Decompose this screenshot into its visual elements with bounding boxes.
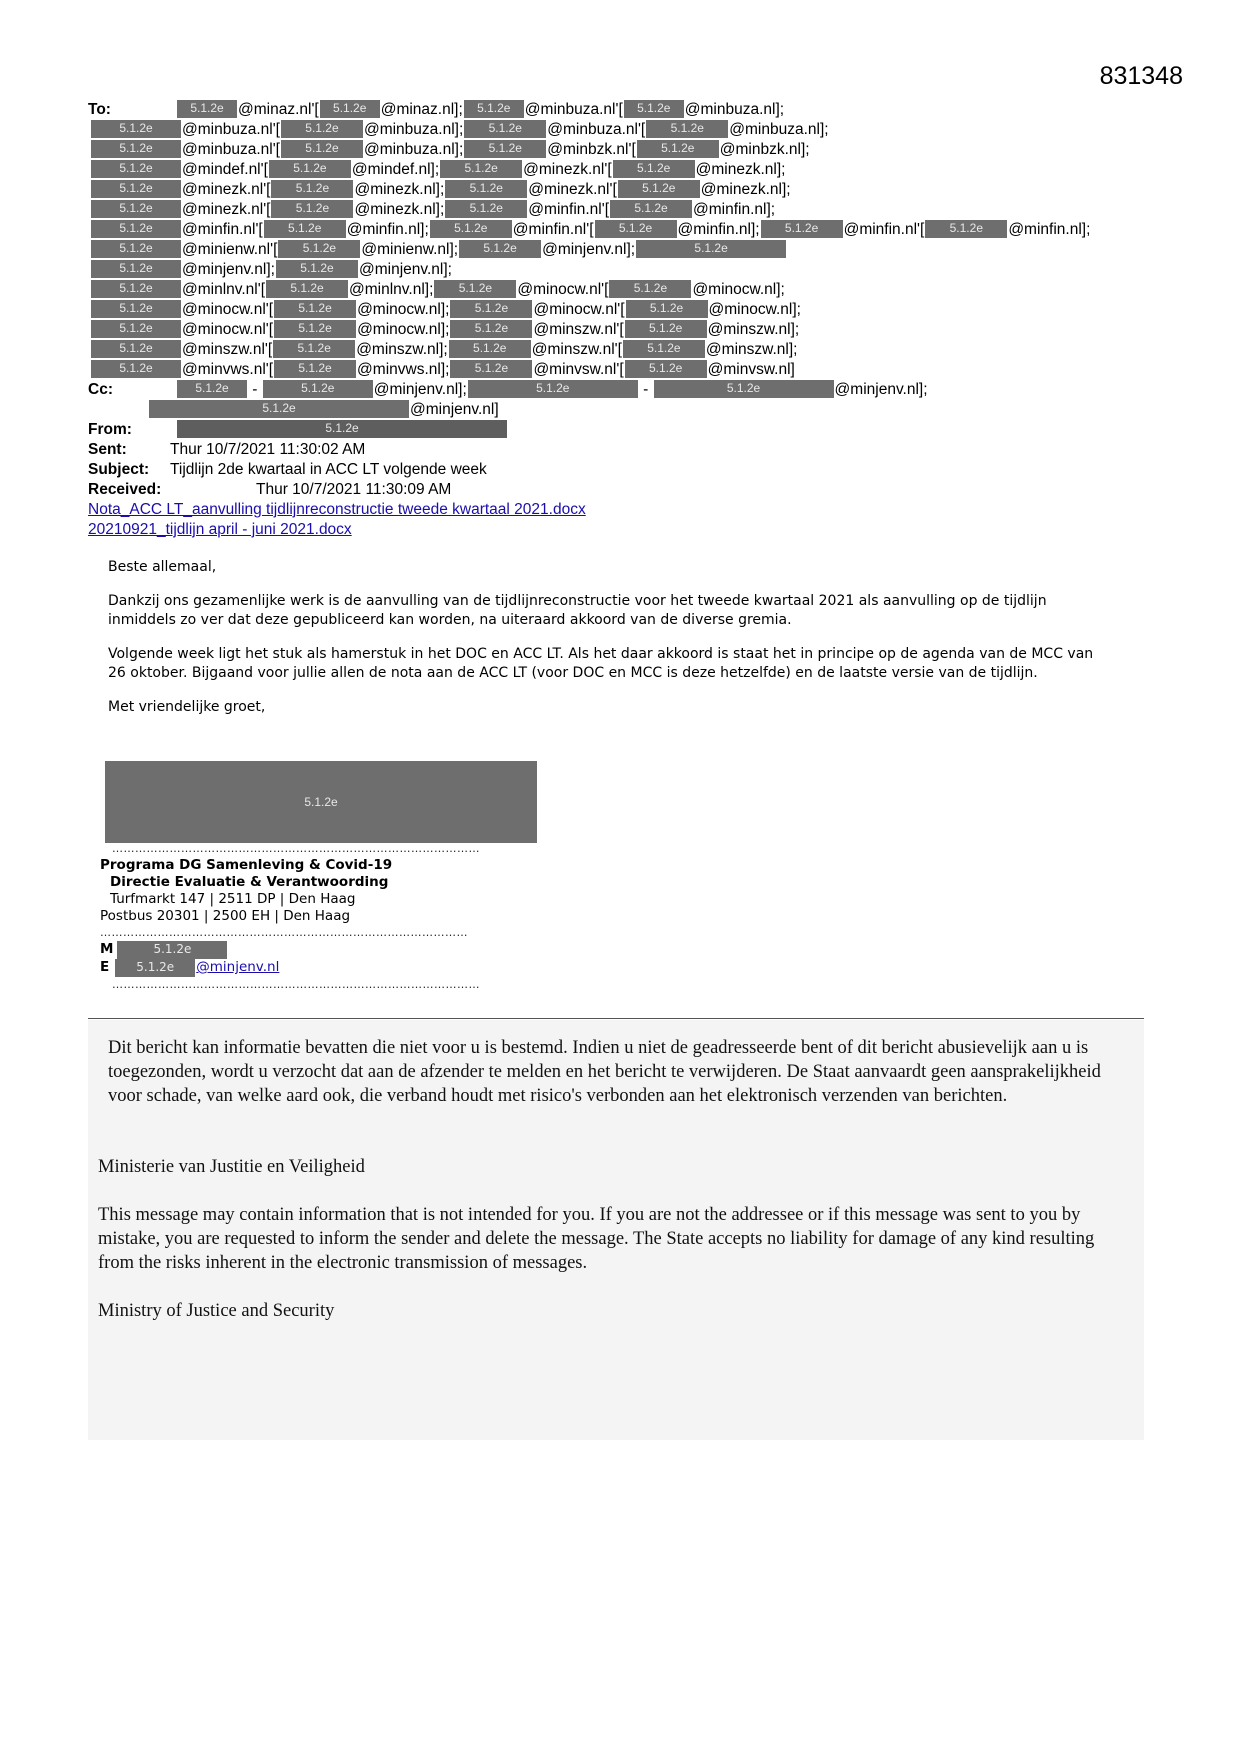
redaction-box: 5.1.2e <box>449 340 531 358</box>
recipient-domain: @minezk.nl]; <box>700 181 791 198</box>
recipient-domain: @minbuza.nl]; <box>729 121 829 138</box>
recipient-domain: @minszw.nl'[ <box>182 341 273 358</box>
redaction-box: 5.1.2e <box>281 140 363 158</box>
header-line <box>88 280 1148 300</box>
header-line <box>88 120 1148 140</box>
redaction-box: 5.1.2e <box>450 320 532 338</box>
recipient-domain: @minezk.nl]; <box>695 161 786 178</box>
disclaimer-divider <box>88 1018 1144 1019</box>
disclaimer-en-ministry: Ministry of Justice and Security <box>98 1301 335 1321</box>
header-line <box>88 400 1148 420</box>
redaction-box: 5.1.2e <box>459 240 541 258</box>
sent-value: Thur 10/7/2021 11:30:02 AM <box>170 441 366 458</box>
redaction-box: 5.1.2e <box>761 220 843 238</box>
attachment-link[interactable]: Nota_ACC LT_aanvulling tijdlijnreconstructie tweede kwartaal 2021.docx <box>88 501 586 518</box>
signature-org: Programa DG Samenleving & Covid-19 <box>100 857 393 873</box>
redaction-box: 5.1.2e <box>925 220 1007 238</box>
recipient-domain: @minbuza.nl'[ <box>524 101 623 118</box>
recipient-domain: @minjenv.nl]; <box>182 261 275 278</box>
redaction-box: 5.1.2e <box>445 200 527 218</box>
redaction-box: 5.1.2e <box>450 300 532 318</box>
redaction-box: 5.1.2e <box>274 360 356 378</box>
redaction-box: 5.1.2e <box>654 380 834 398</box>
redaction-box: 5.1.2e <box>91 260 181 278</box>
header-label: To: <box>88 101 111 118</box>
header-line <box>88 420 1148 440</box>
recipient-domain: - <box>248 381 262 398</box>
header-line <box>88 260 1148 280</box>
redaction-box: 5.1.2e <box>618 180 700 198</box>
recipient-domain: @minfin.nl'[ <box>843 221 925 238</box>
email-body <box>108 558 1108 732</box>
redaction-box: 5.1.2e <box>273 340 355 358</box>
recipient-domain: @minfin.nl]; <box>346 221 429 238</box>
signature-email-link[interactable]: @minjenv.nl <box>196 959 280 975</box>
subject-value: Tijdlijn 2de kwartaal in ACC LT volgende week <box>170 461 487 478</box>
recipient-domain: @minfin.nl]; <box>1008 221 1091 238</box>
recipient-domain: @minocw.nl'[ <box>182 301 274 318</box>
redacted-email-user: 5.1.2e <box>115 959 195 977</box>
redaction-box: 5.1.2e <box>91 300 181 318</box>
redaction-box: 5.1.2e <box>430 220 512 238</box>
recipient-domain: @minezk.nl'[ <box>182 201 271 218</box>
disclaimer-en: This message may contain information that is not intended for you. If you are not the addressee or if this message was sent to you by mistake, you are requested to inform the sender and delete the message. The State accepts no liability for damage of any kind resulting from the risks inherent in the electronic transmission of messages. <box>98 1205 1095 1273</box>
redaction-box: 5.1.2e <box>624 100 684 118</box>
header-line <box>88 480 1148 500</box>
redaction-box: 5.1.2e <box>610 200 692 218</box>
mobile-label: M <box>100 941 114 957</box>
redaction-box: 5.1.2e <box>637 140 719 158</box>
recipient-domain: @minbuza.nl'[ <box>547 121 646 138</box>
signature-address-2: Postbus 20301 | 2500 EH | Den Haag <box>100 908 351 924</box>
attachment-link[interactable]: 20210921_tijdlijn april - juni 2021.docx <box>88 521 352 538</box>
redaction-box: 5.1.2e <box>278 240 360 258</box>
recipient-domain: @minezk.nl'[ <box>528 181 617 198</box>
recipient-domain: @minocw.nl]; <box>692 281 785 298</box>
recipient-domain: @minaz.nl'[ <box>238 101 319 118</box>
header-label: Sent: <box>88 441 127 458</box>
redacted-signature-name: 5.1.2e <box>105 761 537 843</box>
redaction-box: 5.1.2e <box>445 180 527 198</box>
redaction-box: 5.1.2e <box>626 300 708 318</box>
recipient-domain: @minocw.nl'[ <box>533 301 625 318</box>
redaction-box: 5.1.2e <box>149 400 409 418</box>
email-header <box>88 100 1148 540</box>
redaction-box: 5.1.2e <box>440 160 522 178</box>
recipient-domain: @minbuza.nl'[ <box>182 141 280 158</box>
recipient-domain: @minfin.nl]; <box>693 201 776 218</box>
redaction-box: 5.1.2e <box>450 360 532 378</box>
recipient-domain: @minszw.nl'[ <box>533 321 624 338</box>
disclaimer-nl-ministry: Ministerie van Justitie en Veiligheid <box>98 1157 365 1177</box>
header-line <box>88 500 1148 520</box>
dotted-separator-3: …………………………………………………………………………………… <box>112 978 480 991</box>
header-line <box>88 440 1148 460</box>
body-paragraph-1: Dankzij ons gezamenlijke werk is de aanvulling van de tijdlijnreconstructie voor het tweede kwartaal 2021 als aanvulling op de tijdlijn inmiddels zo ver dat deze gepubliceerd kan worden, na uiteraard akkoord van de diverse gremia. <box>108 593 1047 628</box>
recipient-domain: @minjenv.nl]; <box>358 261 452 278</box>
email-label: E <box>100 959 110 975</box>
header-label: From: <box>88 421 132 438</box>
redaction-box: 5.1.2e <box>91 140 181 158</box>
redaction-box: 5.1.2e <box>91 240 181 258</box>
recipient-domain: @minszw.nl]; <box>356 341 448 358</box>
recipient-domain: @minezk.nl'[ <box>182 181 271 198</box>
redaction-box: 5.1.2e <box>91 180 181 198</box>
recipient-domain: @mindef.nl'[ <box>182 161 268 178</box>
redaction-box: 5.1.2e <box>91 120 181 138</box>
redaction-box: 5.1.2e <box>609 280 691 298</box>
header-line <box>88 460 1148 480</box>
redaction-box: 5.1.2e <box>269 160 351 178</box>
redaction-box: 5.1.2e <box>434 280 516 298</box>
signature-dept: Directie Evaluatie & Verantwoording <box>110 874 389 890</box>
signature-block <box>100 857 392 925</box>
signature-contact <box>100 941 279 977</box>
recipient-domain: @minbzk.nl'[ <box>547 141 636 158</box>
redaction-box: 5.1.2e <box>263 380 373 398</box>
redaction-box: 5.1.2e <box>320 100 380 118</box>
recipient-domain: @minfin.nl'[ <box>512 221 594 238</box>
redaction-box: 5.1.2e <box>464 100 524 118</box>
redaction-box: 5.1.2e <box>91 160 181 178</box>
recipient-domain: @minvsw.nl] <box>707 361 795 378</box>
redaction-box: 5.1.2e <box>636 240 786 258</box>
header-line <box>88 160 1148 180</box>
header-line <box>88 360 1148 380</box>
recipient-domain: @minszw.nl'[ <box>531 341 622 358</box>
recipient-domain: @minszw.nl]; <box>705 341 798 358</box>
body-paragraph-2: Volgende week ligt het stuk als hamerstuk in het DOC en ACC LT. Als het daar akkoord is staat het in principe op de agenda van de MCC van 26 oktober. Bijgaand voor jullie allen de nota aan de ACC LT (voor DOC en MCC is deze hetzelfde) en de laatste versie van de tijdlijn. <box>108 646 1094 681</box>
recipient-domain: @minocw.nl'[ <box>182 321 274 338</box>
header-line <box>88 520 1148 540</box>
redaction-box: 5.1.2e <box>91 320 181 338</box>
redaction-box: 5.1.2e <box>177 380 247 398</box>
redaction-box: 5.1.2e <box>613 160 695 178</box>
received-value: Thur 10/7/2021 11:30:09 AM <box>256 481 452 498</box>
redaction-box: 5.1.2e <box>271 200 353 218</box>
redaction-box: 5.1.2e <box>468 380 638 398</box>
recipient-domain: @minbuza.nl'[ <box>182 121 280 138</box>
recipient-domain: @minocw.nl]; <box>357 321 450 338</box>
header-line <box>88 220 1148 240</box>
recipient-domain: @minocw.nl]; <box>708 301 801 318</box>
redaction-box: 5.1.2e <box>625 360 707 378</box>
redaction-box: 5.1.2e <box>625 320 707 338</box>
header-label: Subject: <box>88 461 150 478</box>
header-line <box>88 100 1148 120</box>
recipient-domain: @minocw.nl]; <box>357 301 450 318</box>
greeting: Beste allemaal, <box>108 559 217 575</box>
redaction-box: 5.1.2e <box>646 120 728 138</box>
header-line <box>88 300 1148 320</box>
recipient-domain: @minocw.nl'[ <box>517 281 609 298</box>
redaction-box: 5.1.2e <box>177 100 237 118</box>
recipient-domain: @minvsw.nl'[ <box>533 361 624 378</box>
recipient-domain: @minfin.nl]; <box>677 221 760 238</box>
header-label: Received: <box>88 481 162 498</box>
header-label: Cc: <box>88 381 113 398</box>
redacted-mobile: 5.1.2e <box>117 941 227 959</box>
redaction-box: 5.1.2e <box>91 340 181 358</box>
redaction-box: 5.1.2e <box>595 220 677 238</box>
recipient-domain: @minjenv.nl] <box>410 401 499 418</box>
recipient-domain: @minezk.nl]; <box>354 181 445 198</box>
redaction-box: 5.1.2e <box>276 260 358 278</box>
redaction-box: 5.1.2e <box>464 120 546 138</box>
redaction-box: 5.1.2e <box>177 420 507 438</box>
recipient-domain: @minlnv.nl'[ <box>182 281 266 298</box>
recipient-domain: @minjenv.nl]; <box>373 381 467 398</box>
header-line <box>88 200 1148 220</box>
recipient-domain: - <box>638 381 653 398</box>
recipient-domain: @minjenv.nl]; <box>542 241 636 258</box>
recipient-domain: @mindef.nl]; <box>351 161 440 178</box>
header-line <box>88 340 1148 360</box>
recipient-domain: @minezk.nl'[ <box>523 161 612 178</box>
recipient-domain: @minlnv.nl]; <box>349 281 434 298</box>
recipient-domain: @minszw.nl]; <box>707 321 800 338</box>
dotted-separator: …………………………………………………………………………………… <box>112 842 480 855</box>
redaction-box: 5.1.2e <box>91 280 181 298</box>
redaction-box: 5.1.2e <box>464 140 546 158</box>
recipient-domain: @minezk.nl]; <box>354 201 445 218</box>
header-line <box>88 240 1148 260</box>
recipient-domain: @minvws.nl]; <box>357 361 450 378</box>
redaction-box: 5.1.2e <box>91 360 181 378</box>
redaction-box: 5.1.2e <box>91 220 181 238</box>
redaction-box: 5.1.2e <box>274 300 356 318</box>
recipient-domain: @minienw.nl]; <box>361 241 459 258</box>
recipient-domain: @minbuza.nl]; <box>684 101 785 118</box>
recipient-domain: @minbuza.nl]; <box>363 121 464 138</box>
recipient-domain: @minvws.nl'[ <box>182 361 274 378</box>
document-number: 831348 <box>1099 62 1183 90</box>
recipient-domain: @minjenv.nl]; <box>834 381 928 398</box>
header-line <box>88 140 1148 160</box>
redaction-box: 5.1.2e <box>623 340 705 358</box>
recipient-domain: @minaz.nl]; <box>380 101 463 118</box>
header-line <box>88 380 1148 400</box>
signature-address-1: Turfmarkt 147 | 2511 DP | Den Haag <box>110 891 356 907</box>
closing: Met vriendelijke groet, <box>108 699 266 715</box>
redaction-box: 5.1.2e <box>266 280 348 298</box>
redaction-box: 5.1.2e <box>274 320 356 338</box>
header-line <box>88 320 1148 340</box>
recipient-domain: @minbuza.nl]; <box>363 141 464 158</box>
recipient-domain: @minfin.nl'[ <box>182 221 263 238</box>
recipient-domain: @minbzk.nl]; <box>719 141 810 158</box>
redaction-box: 5.1.2e <box>91 200 181 218</box>
recipient-domain: @minfin.nl'[ <box>528 201 610 218</box>
redaction-box: 5.1.2e <box>264 220 346 238</box>
redaction-box: 5.1.2e <box>271 180 353 198</box>
disclaimer-nl: Dit bericht kan informatie bevatten die niet voor u is bestemd. Indien u niet de geadresseerde bent of dit bericht abusievelijk aan u is toegezonden, wordt u verzocht dat aan de afzender te melden en het bericht te verwijderen. De Staat aanvaardt geen aansprakelijkheid voor schade, van welke aard ook, die verband houdt met risico's verbonden aan het elektronisch verzenden van berichten. <box>108 1038 1101 1106</box>
header-line <box>88 180 1148 200</box>
dotted-separator-2: …………………………………………………………………………………… <box>100 926 468 939</box>
redaction-box: 5.1.2e <box>281 120 363 138</box>
recipient-domain: @minienw.nl'[ <box>182 241 278 258</box>
